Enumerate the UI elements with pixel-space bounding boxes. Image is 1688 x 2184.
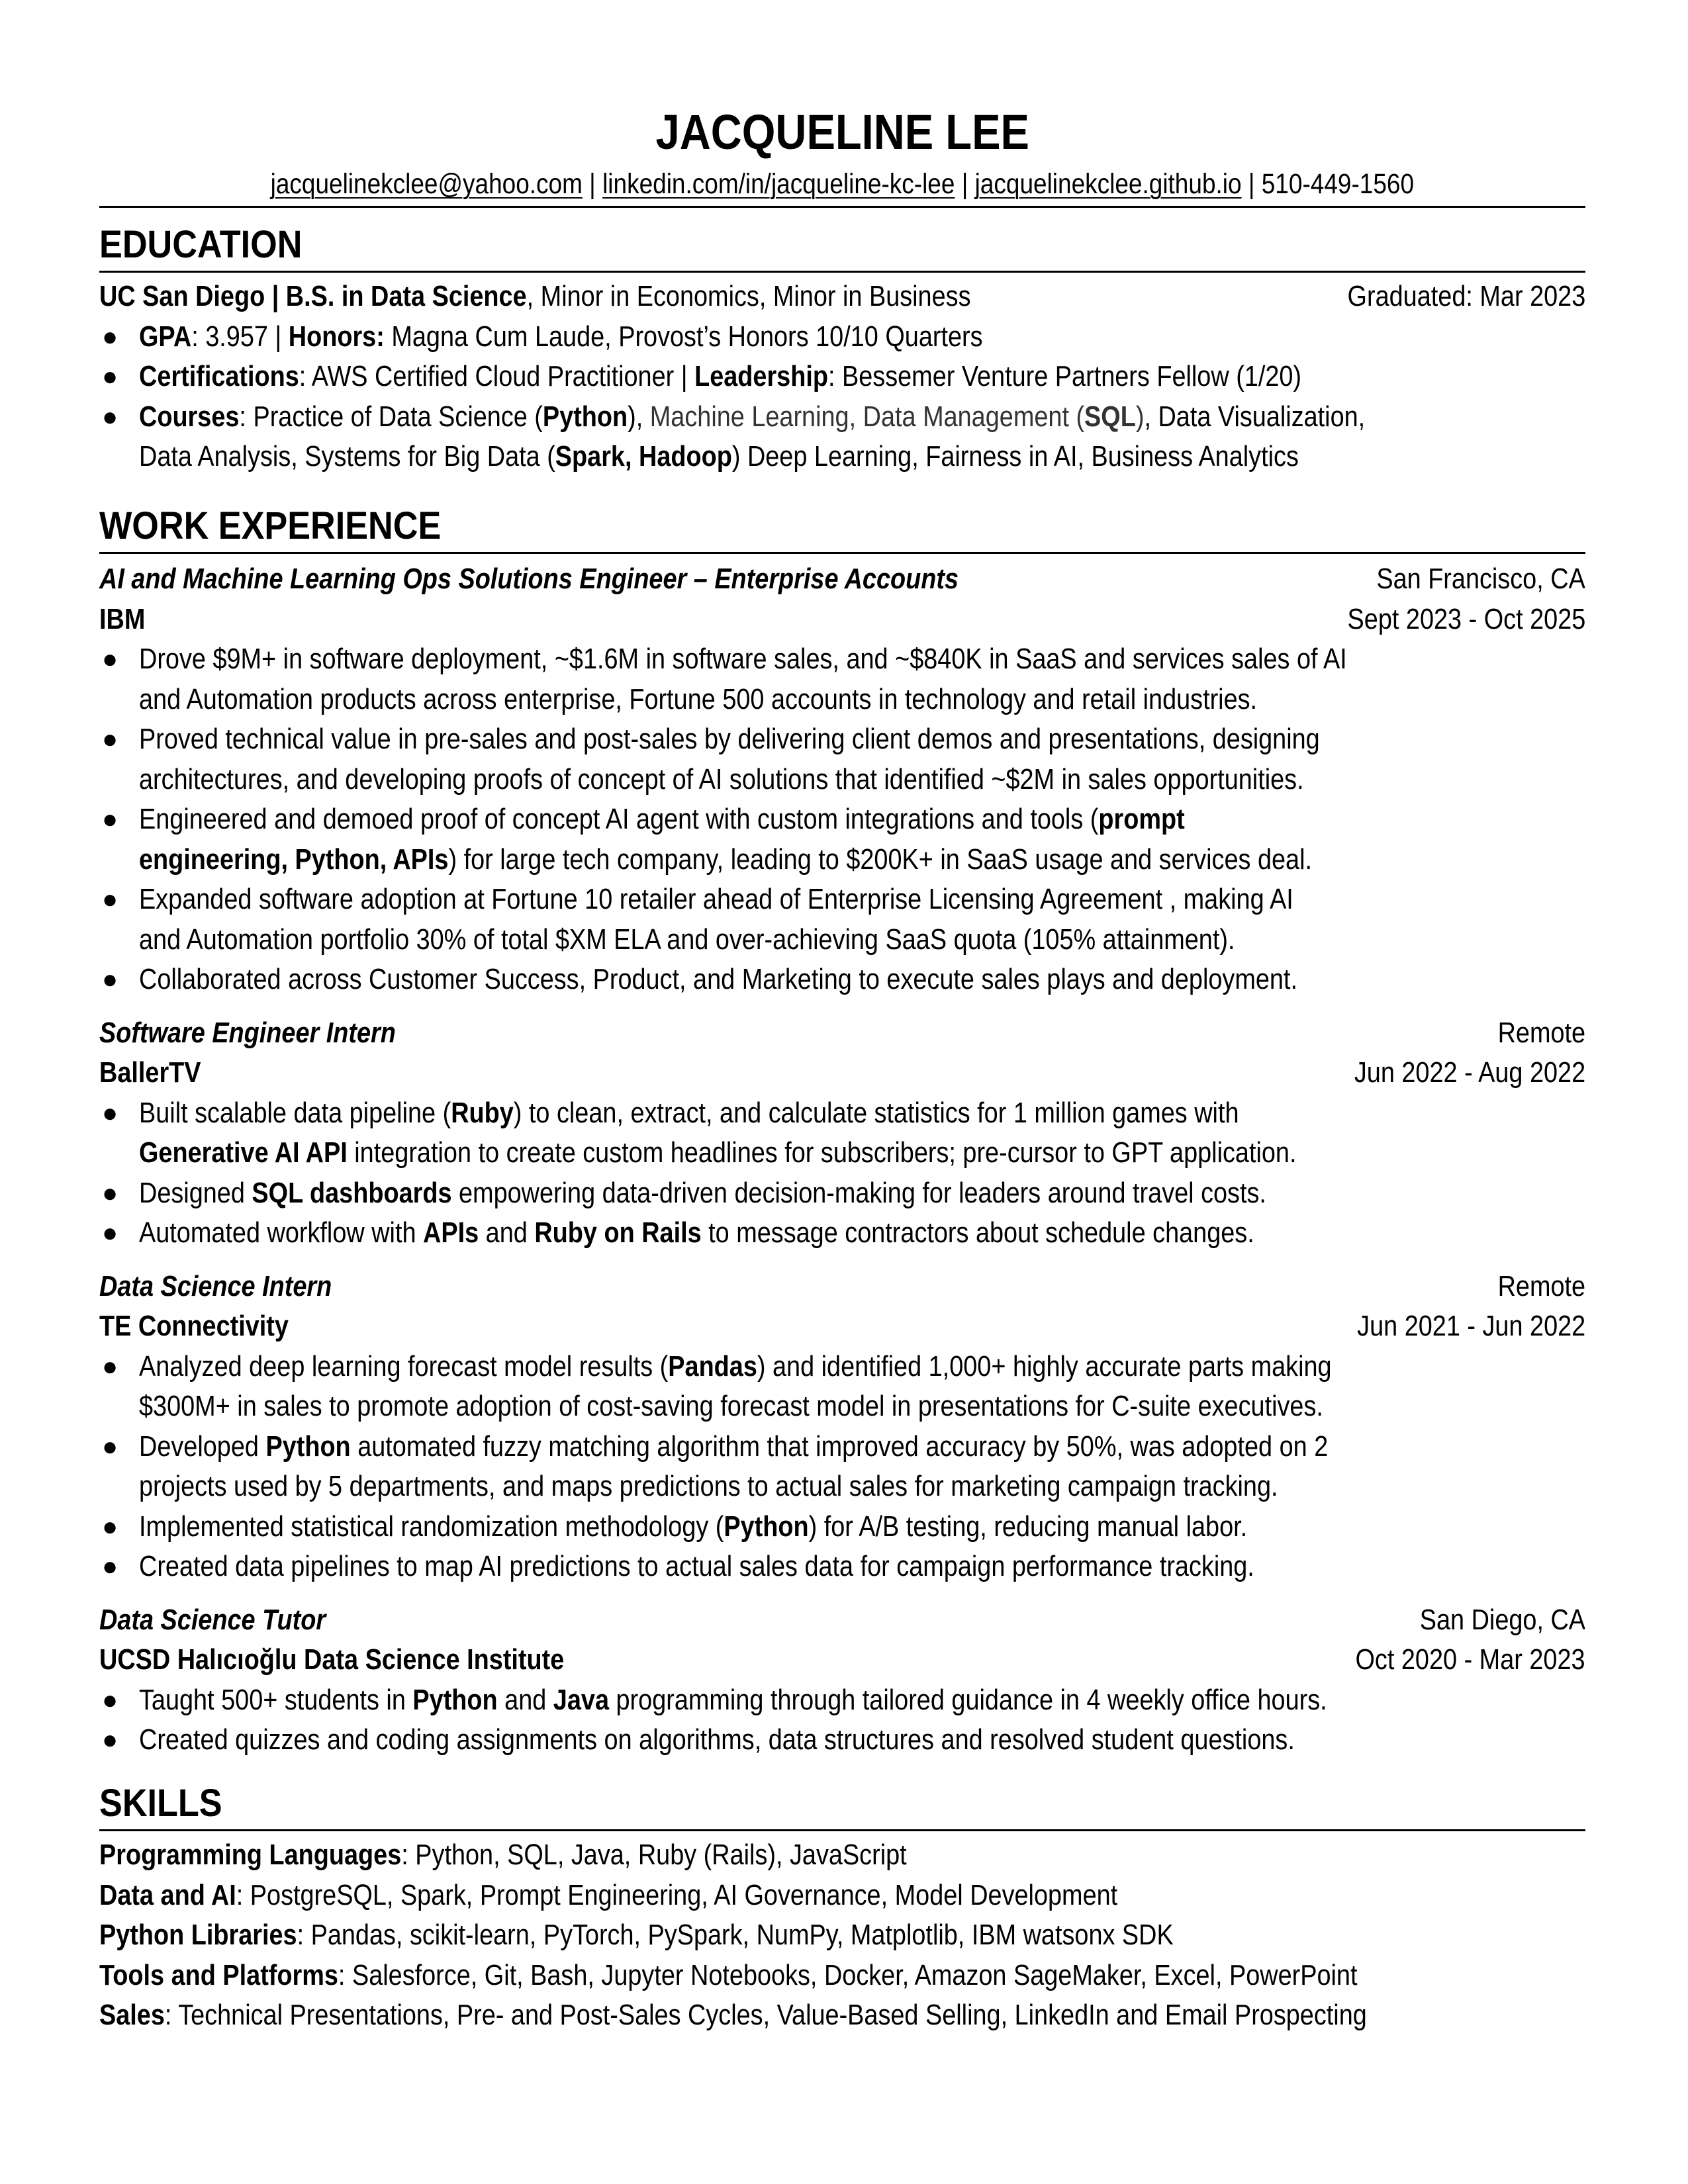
separator: | xyxy=(955,168,975,200)
bullet-item: ● Created quizzes and coding assignments on algorithms, data structures and resolved student questions. xyxy=(99,1720,1585,1760)
bullet-icon: ● xyxy=(102,1552,118,1581)
skill-row xyxy=(99,1876,1585,1916)
job-location: Remote xyxy=(1497,1269,1585,1302)
skill-row xyxy=(99,1835,1585,1876)
bullet-item-continuation: Generative AI API integration to create custom headlines for subscribers; pre-cursor to GPT application. xyxy=(139,1136,1297,1169)
job-list xyxy=(99,559,1585,1760)
job-company-line xyxy=(99,600,1585,640)
bullet-icon: ● xyxy=(102,645,118,674)
skill-values: : PostgreSQL, Spark, Prompt Engineering, AI Governance, Model Development xyxy=(236,1878,1118,1911)
section-title: EDUCATION xyxy=(99,223,303,266)
job-company-line xyxy=(99,1306,1585,1347)
bullet-icon: ● xyxy=(102,805,118,834)
bullet-item-continuation: architectures, and developing proofs of concept of AI solutions that identified ~$2M in sales opportunities. xyxy=(139,762,1304,796)
bullet-icon: ● xyxy=(102,1218,118,1248)
bullet-icon: ● xyxy=(102,1685,118,1715)
skills-list xyxy=(99,1835,1585,2036)
bullet-icon: ● xyxy=(102,1098,118,1128)
bullet-item: ● Drove $9M+ in software deployment, ~$1.6M in software sales, and ~$840K in SaaS and services sales of AI xyxy=(99,639,1585,680)
skill-label: Programming Languages xyxy=(99,1839,402,1871)
job-role: Data Science Tutor xyxy=(99,1603,326,1636)
header-divider xyxy=(99,206,1585,208)
job-role: Data Science Intern xyxy=(99,1269,332,1302)
job-location: Remote xyxy=(1497,1016,1585,1049)
job-dates: Jun 2021 - Jun 2022 xyxy=(1356,1310,1585,1342)
education-gpa-line: ● GPA: 3.957 | Honors: Magna Cum Laude, Provost’s Honors 10/10 Quarters xyxy=(99,317,1585,357)
bullet-item: ● Taught 500+ students in Python and Java programming through tailored guidance in 4 weekly office hours. xyxy=(99,1680,1585,1721)
separator: | xyxy=(1241,168,1262,200)
education-courses-line-cont: Data Analysis, Systems for Big Data (Spark, Hadoop) Deep Learning, Fairness in AI, Business Analytics xyxy=(139,440,1299,473)
bullet-item: ● Engineered and demoed proof of concept AI agent with custom integrations and tools (prompt xyxy=(99,799,1585,840)
section-title: WORK EXPERIENCE xyxy=(99,504,442,547)
job-role: Software Engineer Intern xyxy=(99,1016,396,1049)
job-dates: Jun 2022 - Aug 2022 xyxy=(1354,1056,1585,1089)
skill-values: : Pandas, scikit-learn, PyTorch, PySpark, NumPy, Matplotlib, IBM watsonx SDK xyxy=(297,1919,1174,1951)
linkedin-link[interactable]: linkedin.com/in/jacqueline-kc-lee xyxy=(602,168,955,200)
skills-section xyxy=(99,1780,1585,2036)
bullet-item: ● Collaborated across Customer Success, Product, and Marketing to execute sales plays and deployment. xyxy=(99,960,1585,1000)
phone-number: 510-449-1560 xyxy=(1261,168,1415,200)
skill-row xyxy=(99,1915,1585,1956)
bullet-item: ● Developed Python automated fuzzy matching algorithm that improved accuracy by 50%, was adopted on 2 xyxy=(99,1427,1585,1467)
job-role: AI and Machine Learning Ops Solutions Engineer – Enterprise Accounts xyxy=(99,563,959,595)
job-company-line xyxy=(99,1053,1585,1093)
bullet-icon: ● xyxy=(102,725,118,754)
job-dates: Oct 2020 - Mar 2023 xyxy=(1355,1643,1585,1676)
job-location: San Francisco, CA xyxy=(1376,563,1585,595)
bullet-icon: ● xyxy=(102,1512,118,1541)
job-entry xyxy=(99,1600,1585,1760)
job-location: San Diego, CA xyxy=(1419,1603,1585,1636)
bullet-icon: ● xyxy=(102,322,118,351)
degree: B.S. in Data Science xyxy=(285,280,527,312)
skill-label: Sales xyxy=(99,1999,165,2031)
separator: | xyxy=(583,168,603,200)
section-divider xyxy=(99,1829,1585,1831)
website-link[interactable]: jacquelinekclee.github.io xyxy=(974,168,1242,200)
job-entry xyxy=(99,1013,1585,1253)
skill-values: : Salesforce, Git, Bash, Jupyter Notebooks, Docker, Amazon SageMaker, Excel, PowerPoint xyxy=(338,1958,1358,1991)
skill-values: : Python, SQL, Java, Ruby (Rails), JavaScript xyxy=(401,1839,907,1871)
skill-row xyxy=(99,1956,1585,1996)
job-role-line xyxy=(99,1600,1585,1641)
job-entry xyxy=(99,559,1585,1000)
bullet-item: ● Proved technical value in pre-sales and post-sales by delivering client demos and presentations, designing xyxy=(99,719,1585,760)
bullet-icon: ● xyxy=(102,402,118,432)
bullet-item-continuation: $300M+ in sales to promote adoption of cost-saving forecast model in presentations for C-suite executives. xyxy=(139,1390,1323,1422)
company-name: BallerTV xyxy=(99,1056,201,1089)
skill-label: Tools and Platforms xyxy=(99,1958,338,1991)
bullet-icon: ● xyxy=(102,1432,118,1461)
school-name: UC San Diego xyxy=(99,280,265,312)
bullet-item: ● Expanded software adoption at Fortune 10 retailer ahead of Enterprise Licensing Agreement , making AI xyxy=(99,880,1585,920)
section-divider xyxy=(99,552,1585,554)
job-company-line xyxy=(99,1640,1585,1680)
job-role-line xyxy=(99,559,1585,600)
email-link[interactable]: jacquelinekclee@yahoo.com xyxy=(270,168,583,200)
bullet-item-continuation: and Automation products across enterprise, Fortune 500 accounts in technology and retail industries. xyxy=(139,682,1258,715)
bullet-icon: ● xyxy=(102,1351,118,1381)
minors: , Minor in Economics, Minor in Business xyxy=(526,280,971,312)
education-section xyxy=(99,222,1585,477)
skill-values: : Technical Presentations, Pre- and Post-Sales Cycles, Value-Based Selling, LinkedIn and Email Prospecting xyxy=(164,1999,1367,2031)
bullet-icon: ● xyxy=(102,1725,118,1754)
company-name: TE Connectivity xyxy=(99,1310,289,1342)
section-divider xyxy=(99,271,1585,273)
graduation-date: Graduated: Mar 2023 xyxy=(1347,280,1585,312)
job-role-line xyxy=(99,1013,1585,1054)
bullet-item: ● Automated workflow with APIs and Ruby on Rails to message contractors about schedule changes. xyxy=(99,1213,1585,1253)
education-courses-line: ● Courses: Practice of Data Science (Python), Machine Learning, Data Management (SQL), Data Visualization, xyxy=(99,397,1585,437)
bullet-icon: ● xyxy=(102,965,118,994)
job-role-line xyxy=(99,1267,1585,1307)
company-name: UCSD Halıcıoğlu Data Science Institute xyxy=(99,1643,565,1676)
bullet-item: ● Built scalable data pipeline (Ruby) to clean, extract, and calculate statistics for 1 million games with xyxy=(99,1093,1585,1134)
bullet-item-continuation: projects used by 5 departments, and maps predictions to actual sales for marketing campaign tracking. xyxy=(139,1470,1278,1502)
bullet-icon: ● xyxy=(102,885,118,914)
contact-line xyxy=(99,165,1585,203)
section-title: SKILLS xyxy=(99,1782,222,1825)
skill-label: Data and AI xyxy=(99,1878,236,1911)
bullet-icon: ● xyxy=(102,1178,118,1208)
candidate-name: JACQUELINE LEE xyxy=(655,105,1029,159)
bullet-item: ● Implemented statistical randomization methodology (Python) for A/B testing, reducing manual labor. xyxy=(99,1507,1585,1547)
education-school-line: UC San Diego | B.S. in Data Science, Minor in Economics, Minor in Business Graduated: Mar 2023 xyxy=(99,277,1585,317)
bullet-item: ● Designed SQL dashboards empowering data-driven decision-making for leaders around travel costs. xyxy=(99,1173,1585,1214)
education-cert-line: ● Certifications: AWS Certified Cloud Practitioner | Leadership: Bessemer Venture Partners Fellow (1/20) xyxy=(99,357,1585,397)
bullet-icon: ● xyxy=(102,362,118,391)
bullet-item-continuation: engineering, Python, APIs) for large tech company, leading to $200K+ in SaaS usage and services deal. xyxy=(139,842,1313,876)
bullet-item: ● Analyzed deep learning forecast model results (Pandas) and identified 1,000+ highly accurate parts making xyxy=(99,1347,1585,1387)
work-experience-section xyxy=(99,503,1585,1760)
company-name: IBM xyxy=(99,602,146,635)
bullet-item-continuation: and Automation portfolio 30% of total $XM ELA and over-achieving SaaS quota (105% attainment). xyxy=(139,923,1235,956)
bullet-item: ● Created data pipelines to map AI predictions to actual sales data for campaign performance tracking. xyxy=(99,1547,1585,1587)
skill-row xyxy=(99,1995,1585,2036)
job-entry xyxy=(99,1267,1585,1587)
skill-label: Python Libraries xyxy=(99,1919,297,1951)
job-dates: Sept 2023 - Oct 2025 xyxy=(1347,602,1585,635)
